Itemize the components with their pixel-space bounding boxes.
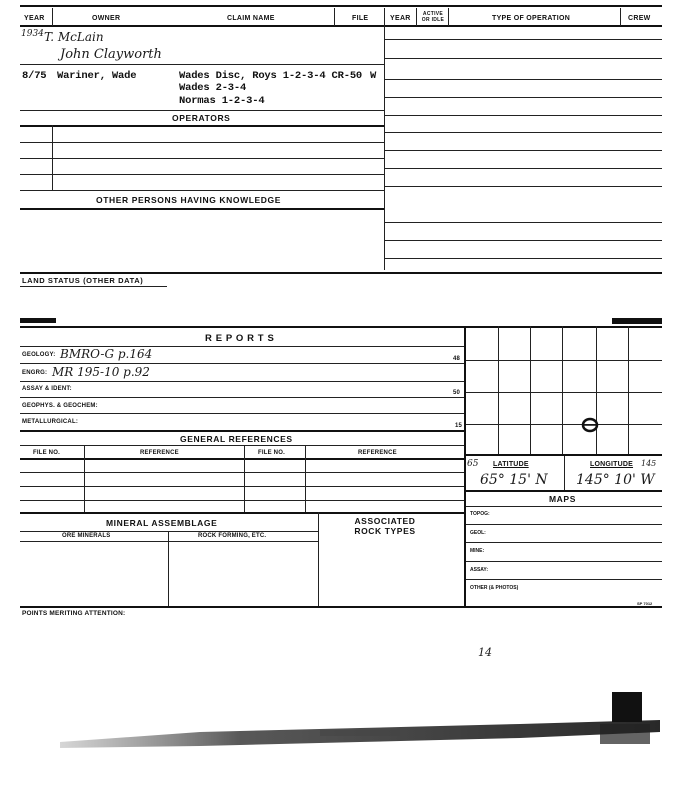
divider [52, 125, 53, 190]
header-owner: OWNER [92, 15, 121, 22]
row-line [466, 542, 662, 543]
row-line [20, 174, 384, 175]
location-circle-icon [580, 417, 600, 433]
refs-header-file-no-1: FILE NO. [33, 450, 60, 456]
points-meriting-attention-label: POINTS MERITING ATTENTION: [22, 610, 126, 617]
scan-mark [20, 318, 56, 323]
row-line [20, 445, 464, 446]
owner-year-1: 1934 [21, 29, 44, 39]
row-line [20, 472, 464, 473]
longitude-label: LONGITUDE [590, 461, 634, 468]
row-line [20, 500, 464, 501]
geology-label: GEOLOGY: [22, 352, 56, 358]
land-status-title: LAND STATUS (OTHER DATA) [22, 276, 144, 285]
mineral-assemblage-title: MINERAL ASSEMBLAGE [106, 518, 218, 528]
row-line [466, 490, 662, 492]
row-line [20, 397, 464, 398]
owner-name-1: T. McLain [44, 30, 104, 44]
divider [84, 445, 85, 512]
row-line [384, 258, 662, 259]
owner-year-3: 8/75 [22, 70, 47, 82]
row-line [466, 579, 662, 580]
row-line [384, 79, 662, 80]
row-line [466, 506, 662, 507]
row-line [20, 142, 384, 143]
report-num-15: 15 [455, 423, 463, 429]
row-line [384, 39, 662, 40]
divider [620, 8, 621, 26]
row-line [20, 430, 464, 432]
claim-3: Normas 1-2-3-4 [179, 95, 265, 107]
general-references-title: GENERAL REFERENCES [180, 434, 293, 444]
divider [448, 8, 449, 26]
row-line [20, 190, 384, 191]
row-line [20, 286, 167, 287]
operators-title: OPERATORS [172, 113, 231, 123]
map-mine: MINE: [470, 548, 485, 554]
divider [318, 512, 319, 606]
report-num-48: 48 [453, 356, 461, 362]
divider [52, 8, 53, 26]
refs-header-file-no-2: FILE NO. [258, 450, 285, 456]
scan-mark [612, 318, 662, 324]
row-line [384, 97, 662, 98]
claim-2: Wades 2-3-4 [179, 82, 247, 94]
row-line [384, 58, 662, 59]
maps-title: MAPS [549, 494, 576, 504]
associated-rock-types-title: ASSOCIATED ROCK TYPES [354, 516, 416, 536]
row-line [20, 64, 384, 65]
row-line [20, 125, 384, 127]
header-year-2: YEAR [390, 15, 411, 22]
row-line [20, 110, 384, 111]
claim-file: W [370, 70, 377, 82]
header-underline [20, 25, 662, 27]
metallurgical-label: METALLURGICAL: [22, 419, 79, 425]
header-active-idle: ACTIVE OR IDLE [421, 11, 445, 23]
form-code: SP 7012 [637, 601, 653, 606]
owner-name-2: John Clayworth [60, 47, 162, 62]
row-line [20, 413, 464, 414]
divider [334, 8, 335, 26]
scan-noise [0, 690, 678, 800]
header-year: YEAR [24, 15, 45, 22]
divider [416, 8, 417, 26]
geophys-label: GEOPHYS. & GEOCHEM: [22, 403, 98, 409]
row-line [466, 524, 662, 525]
header-file: FILE [352, 15, 369, 22]
map-geol: GEOL: [470, 530, 486, 536]
row-line [20, 458, 464, 460]
refs-header-reference-1: REFERENCE [140, 450, 179, 456]
engrg-label: ENGRG: [22, 370, 48, 376]
lon-suffix: 145 [641, 459, 657, 468]
claim-1: Wades Disc, Roys 1-2-3-4 CR-50 [179, 70, 363, 82]
divider [244, 445, 245, 512]
other-persons-title: OTHER PERSONS HAVING KNOWLEDGE [96, 195, 282, 205]
assay-label: ASSAY & IDENT: [22, 386, 72, 392]
row-line [20, 363, 464, 364]
ore-minerals-header: ORE MINERALS [62, 533, 111, 539]
lat-prefix: 65 [467, 459, 479, 469]
row-line [384, 186, 662, 187]
row-line [20, 381, 464, 382]
refs-header-reference-2: REFERENCE [358, 450, 397, 456]
bottom-scribble: 14 [478, 646, 492, 659]
row-line [20, 541, 318, 542]
header-crew: CREW [628, 15, 651, 22]
row-line [466, 561, 662, 562]
header-type-of-operation: TYPE OF OPERATION [492, 15, 571, 22]
top-border [20, 5, 662, 7]
longitude-value: 145° 10' W [576, 472, 655, 488]
divider [168, 531, 169, 606]
row-line [20, 606, 662, 608]
map-other: OTHER (& PHOTOS) [470, 585, 519, 591]
map-assay: ASSAY: [470, 567, 489, 573]
location-grid [466, 326, 662, 454]
engrg-value: MR 195-10 p.92 [52, 365, 150, 379]
rock-forming-header: ROCK FORMING, ETC. [198, 533, 267, 539]
latitude-value: 65° 15' N [480, 472, 548, 488]
row-line [384, 222, 662, 223]
row-line [20, 208, 384, 210]
row-line [20, 512, 464, 514]
owner-name-3: Wariner, Wade [57, 70, 137, 82]
row-line [20, 158, 384, 159]
row-line [384, 132, 662, 133]
row-line [384, 150, 662, 151]
geology-value: BMRO-G p.164 [60, 347, 153, 361]
divider [564, 456, 565, 490]
reports-title: R E P O R T S [205, 333, 275, 344]
row-line [384, 115, 662, 116]
map-topog: TOPOG: [470, 511, 490, 517]
row-line [384, 168, 662, 169]
divider [305, 445, 306, 512]
row-line [20, 272, 662, 274]
latitude-label: LATITUDE [493, 461, 529, 468]
header-claim-name: CLAIM NAME [227, 15, 275, 22]
report-num-50: 50 [453, 390, 461, 396]
row-line [20, 486, 464, 487]
row-line [20, 531, 318, 532]
divider [384, 8, 385, 270]
row-line [384, 240, 662, 241]
